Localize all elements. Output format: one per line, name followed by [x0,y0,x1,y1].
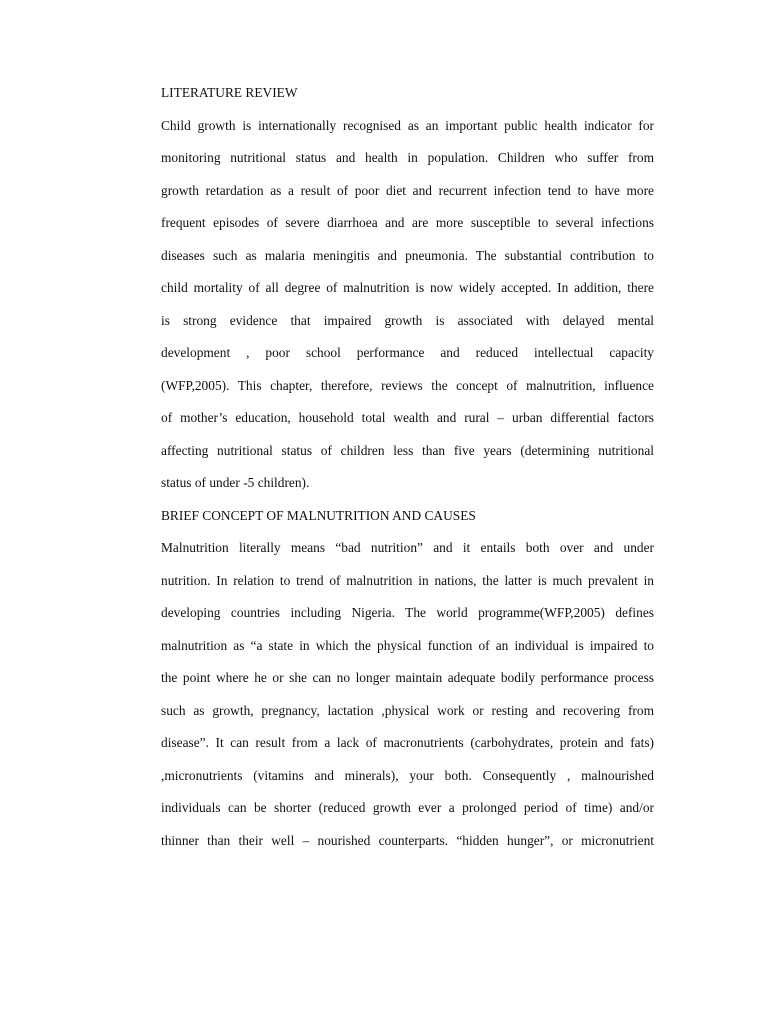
text-line: diseases such as malaria meningitis and pneumonia. The substantial contribution to [161,248,654,263]
text-line: malnutrition as “a state in which the physical function of an individual is impaired to [161,638,654,653]
text-line: nutrition. In relation to trend of malnutrition in nations, the latter is much prevalent in [161,573,654,588]
text-line: frequent episodes of severe diarrhoea and are more susceptible to several infections [161,215,654,230]
text-line: disease”. It can result from a lack of macronutrients (carbohydrates, protein and fats) [161,735,654,750]
text-line: affecting nutritional status of children less than five years (determining nutritional [161,443,654,458]
text-line: ,micronutrients (vitamins and minerals), your both. Consequently , malnourished [161,768,654,783]
text-line: child mortality of all degree of malnutrition is now widely accepted. In addition, there [161,280,654,295]
section-heading-malnutrition-causes: BRIEF CONCEPT OF MALNUTRITION AND CAUSES [161,508,476,523]
text-line: status of under -5 children). [161,475,310,490]
text-line: of mother’s education, household total wealth and rural – urban differential factors [161,410,654,425]
text-line: growth retardation as a result of poor diet and recurrent infection tend to have more [161,183,654,198]
text-line: thinner than their well – nourished counterparts. “hidden hunger”, or micronutrient [161,833,654,848]
text-line: monitoring nutritional status and health in population. Children who suffer from [161,150,654,165]
text-line: Child growth is internationally recognised as an important public health indicator for [161,118,654,133]
text-line: such as growth, pregnancy, lactation ,physical work or resting and recovering from [161,703,654,718]
text-line: (WFP,2005). This chapter, therefore, reviews the concept of malnutrition, influence [161,378,654,393]
text-line: developing countries including Nigeria. The world programme(WFP,2005) defines [161,605,654,620]
text-line: development , poor school performance and reduced intellectual capacity [161,345,654,360]
section-heading-literature-review: LITERATURE REVIEW [161,85,298,100]
text-line: the point where he or she can no longer maintain adequate bodily performance process [161,670,654,685]
text-line: is strong evidence that impaired growth is associated with delayed mental [161,313,654,328]
text-line: Malnutrition literally means “bad nutrition” and it entails both over and under [161,540,654,555]
text-line: individuals can be shorter (reduced growth ever a prolonged period of time) and/or [161,800,654,815]
